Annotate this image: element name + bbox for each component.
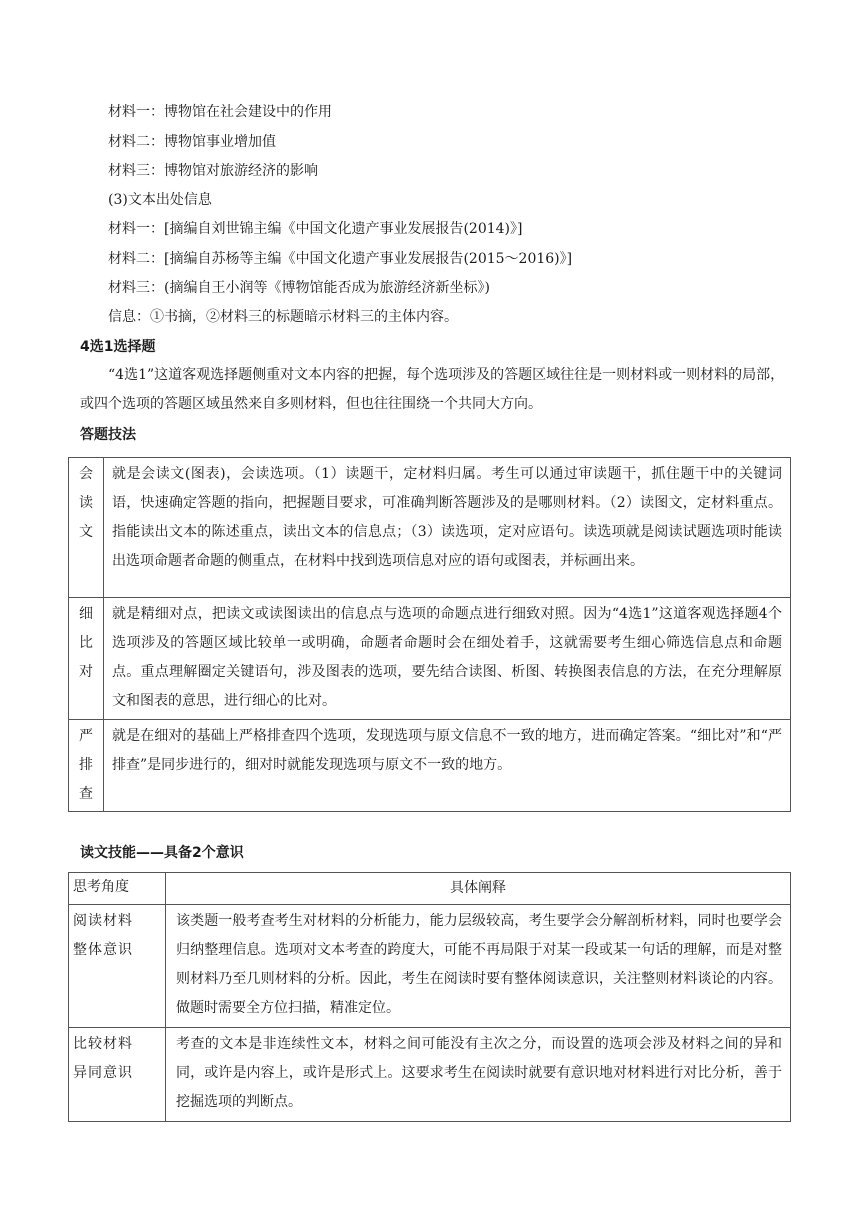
skill-key: 阅读材料整体意识 <box>69 905 166 1028</box>
table-header-row <box>69 873 791 905</box>
skill-text: 该类题一般考查考生对材料的分析能力，能力层级较高，考生要学会分解剖析材料，同时也要学会归纳整理信息。选项对文本考查的跨度大，可能不再局限于对某一段或某一句话的理解，而是对整则材料乃至几则材料的分析。因此，考生在阅读时要有整体阅读意识，关注整则材料谈论的内容。做题时需要全方位扫描，精准定位。 <box>166 905 791 1028</box>
technique-key: 会读文 <box>69 458 104 598</box>
source-3-line: 材料三：(摘编自王小润等《博物馆能否成为旅游经济新坐标》) <box>108 280 490 296</box>
skills-heading: 读文技能——具备2个意识 <box>80 845 244 861</box>
skill-key: 比较材料异同意识 <box>69 1028 166 1122</box>
header-angle: 思考角度 <box>69 873 166 905</box>
info-line: 信息：①书摘，②材料三的标题暗示材料三的主体内容。 <box>108 309 458 325</box>
technique-key: 严排查 <box>69 720 104 812</box>
section-paragraph: “4选1”这道客观选择题侧重对文本内容的把握，每个选项涉及的答题区域往往是一则材料或一则材料的局部，或四个选项的答题区域虽然来自多则材料，但也往往围绕一个共同大方向。 <box>80 367 785 412</box>
skills-table <box>68 872 791 1122</box>
technique-text: 就是会读文(图表)，会读选项。（1）读题干，定材料归属。考生可以通过审读题干，抓住题干中的关键词语，快速确定答题的指向，把握题目要求，可准确判断答题涉及的是哪则材料。（2）读图文，定材料重点。指能读出文本的陈述重点，读出文本的信息点；（3）读选项，定对应语句。读选项就是阅读试题选项时能读出选项命题者命题的侧重点，在材料中找到选项信息对应的语句或图表，并标画出来。 <box>104 458 791 598</box>
table-row <box>69 905 791 1028</box>
material-3-line: 材料三：博物馆对旅游经济的影响 <box>108 163 318 179</box>
header-explanation: 具体阐释 <box>166 873 791 905</box>
table-row <box>69 458 791 598</box>
source-subheading: (3)文本出处信息 <box>108 192 212 208</box>
techniques-heading: 答题技法 <box>80 427 136 443</box>
material-1-line: 材料一：博物馆在社会建设中的作用 <box>108 104 332 120</box>
technique-text: 就是在细对的基础上严格排查四个选项，发现选项与原文信息不一致的地方，进而确定答案。“细比对”和“严排查”是同步进行的，细对时就能发现选项与原文不一致的地方。 <box>104 720 791 812</box>
source-2-line: 材料二：[摘编自苏杨等主编《中国文化遗产事业发展报告(2015～2016)》] <box>108 251 573 267</box>
table-row <box>69 720 791 812</box>
material-2-line: 材料二：博物馆事业增加值 <box>108 134 276 150</box>
source-1-line: 材料一：[摘编自刘世锦主编《中国文化遗产事业发展报告(2014)》] <box>108 221 523 237</box>
table-row <box>69 598 791 720</box>
section-heading-choice: 4选1选择题 <box>80 339 156 355</box>
techniques-table <box>68 457 791 812</box>
technique-text: 就是精细对点，把读文或读图读出的信息点与选项的命题点进行细致对照。因为“4选1”这道客观选择题4个选项涉及的答题区域比较单一或明确，命题者命题时会在细处着手，这就需要考生细心筛选信息点和命题点。重点理解圈定关键语句，涉及图表的选项，要先结合读图、析图、转换图表信息的方法，在充分理解原文和图表的意思，进行细心的比对。 <box>104 598 791 720</box>
technique-key: 细比对 <box>69 598 104 720</box>
skill-text: 考查的文本是非连续性文本，材料之间可能没有主次之分，而设置的选项会涉及材料之间的异和同，或许是内容上，或许是形式上。这要求考生在阅读时就要有意识地对材料进行对比分析，善于挖掘选项的判断点。 <box>166 1028 791 1122</box>
table-row <box>69 1028 791 1122</box>
